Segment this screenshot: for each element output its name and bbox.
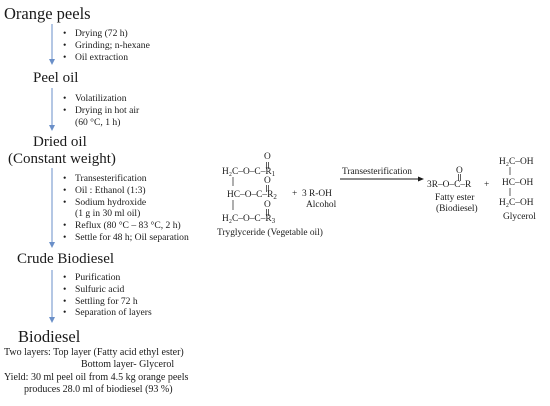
step-item: (1 g in 30 ml oil) [75,208,141,220]
stage-biodiesel: Biodiesel [18,327,81,346]
step-item: • Volatilization [63,93,139,105]
step-item: • Separation of layers [63,307,152,319]
reaction-arrow-label: Transesterification [342,167,412,177]
plus-sign-1: + [292,189,298,199]
step-item: • Sodium hydroxide [63,197,189,209]
alcohol-label: Alcohol [306,200,337,210]
plus-sign-2: + [484,180,490,190]
triglyceride-label: Tryglyceride (Vegetable oil) [217,228,323,238]
step-item: • Transesterification [63,173,189,185]
result-line-4: produces 28.0 ml of biodiesel (93 %) [24,384,173,395]
carbonyl-o-2: O [264,176,271,186]
triglyceride-row-1: H₂C–$O-C-R_1$ [222,167,276,178]
step-item: • Grinding; n-hexane [63,40,150,52]
result-line-3: Yield: 30 ml peel oil from 4.5 kg orange peels [4,372,189,383]
step-item: • Settle for 48 h; Oil separation [63,232,189,244]
step-item: • Drying in hot air [63,105,139,117]
step-item: • Settling for 72 h [63,296,152,308]
step-item: • Purification [63,272,152,284]
stage-peel-oil: Peel oil [33,70,79,86]
step-item: (60 °C, 1 h) [75,116,121,128]
stage-peel-oil-steps [63,93,139,128]
fatty-ester-formula: 3R–O–C–R [427,180,472,190]
biodiesel-label: (Biodiesel) [436,204,478,214]
stage-dried-oil: Dried oil [33,134,87,150]
glycerol-row-3: H₂C–OH [499,198,534,208]
glycerol-row-1: H₂C–OH [499,157,534,167]
stage-orange-peels-steps [63,28,150,63]
carbonyl-o-ester: O [456,166,463,176]
triglyceride-row-3: H₂C–$O-C-R_3$ [222,214,276,225]
result-line-1: Two layers: Top layer (Fatty acid ethyl ester) [4,347,184,358]
stage-crude-biodiesel: Crude Biodiesel [17,251,115,267]
step-item: • Oil : Ethanol (1:3) [63,185,189,197]
carbonyl-o-1: O [264,152,271,162]
step-item: • Drying (72 h) [63,28,150,40]
stage-dried-oil-steps [63,173,189,244]
alcohol-formula: 3 R-OH [302,189,332,199]
triglyceride-row-2: $HC-O-C-R_2$ [227,190,277,201]
fatty-ester-label: Fatty ester [435,193,475,203]
step-item: • Reflux (80 °C – 83 °C, 2 h) [63,220,189,232]
result-line-2: Bottom layer- Glycerol [81,359,175,370]
carbonyl-o-3: O [264,200,271,210]
stage-dried-oil-subtitle: (Constant weight) [8,151,116,167]
step-item: • Sulfuric acid [63,284,152,296]
stage-orange-peels: Orange peels [4,4,91,23]
step-item: • Oil extraction [63,52,150,64]
stage-crude-biodiesel-steps [63,272,152,319]
glycerol-label: Glycerol [503,212,536,222]
glycerol-row-2: HC–OH [502,178,534,188]
